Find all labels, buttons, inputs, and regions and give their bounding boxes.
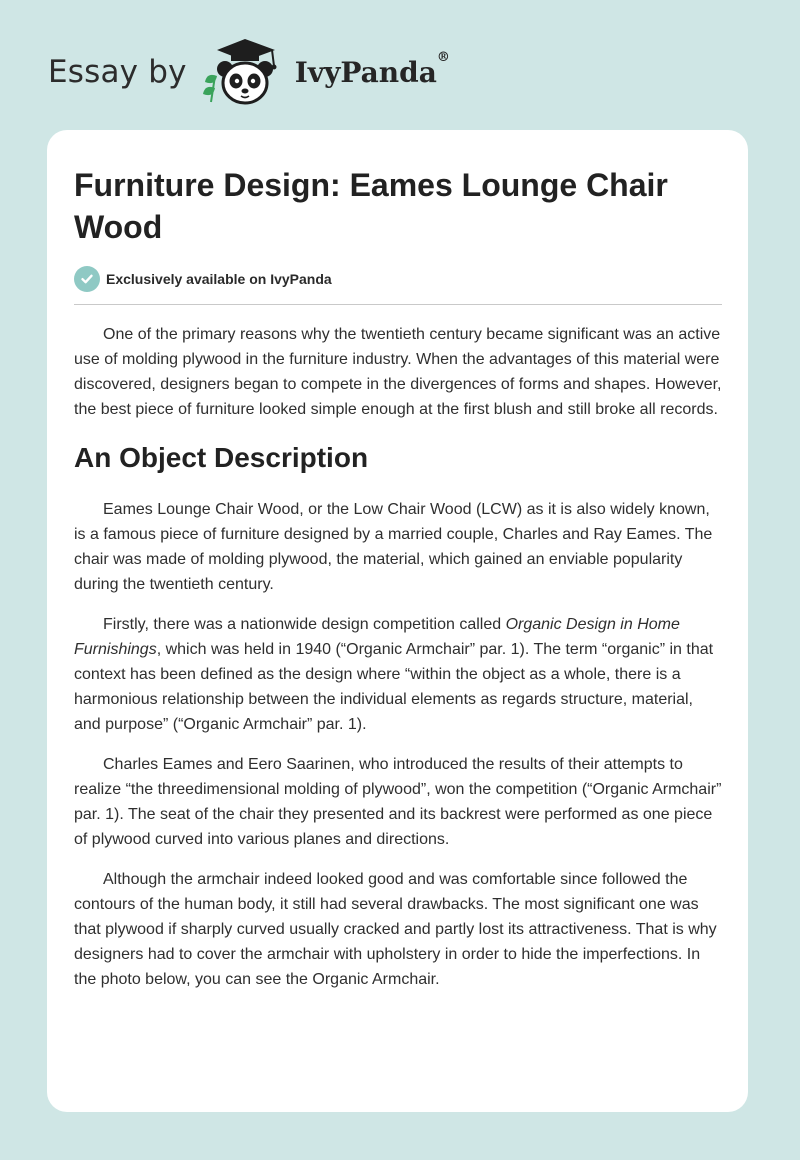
paragraph-4: Although the armchair indeed looked good and was comfortable since followed the contours of the human body, it still had several drawbacks. The most significant one was that plywood if sharply curved usually cracked and partly lost its attractiveness. That is why designers had to cover the armchair with upholstery in order to hide the imperfections. In the photo below, you can see the Organic Armchair.	[74, 871, 717, 988]
brand-prefix: Essay by	[48, 54, 187, 90]
exclusive-badge	[74, 266, 722, 292]
brand-name: IvyPanda®	[294, 49, 450, 89]
divider	[74, 304, 722, 305]
competition-name: Organic Design in Home Furnishings	[74, 616, 680, 658]
badge-text: Exclusively available on IvyPanda	[106, 271, 332, 287]
section-heading: An Object Description	[74, 442, 369, 473]
paragraph-2: Firstly, there was a nationwide design competition called Organic Design in Home Furnishings, which was held in 1940 (“Organic Armchair” par. 1). The term “organic” in that context has been defined as the design where “within the object as a whole, there is a harmonious relationship between the individual elements as regards structure, material, and purpose” (“Organic Armchair” par. 1).	[74, 616, 714, 733]
paragraph-1: Eames Lounge Chair Wood, or the Low Chair Wood (LCW) as it is also widely known, is a famous piece of furniture designed by a married couple, Charles and Ray Eames. The chair was made of molding plywood, the material, which gained an enviable popularity during the twentieth century.	[74, 501, 713, 593]
brand-header[interactable]	[48, 36, 450, 108]
article-body	[74, 322, 722, 992]
article-title: Furniture Design: Eames Lounge Chair Wood	[74, 167, 668, 245]
article-card	[47, 130, 748, 1112]
check-circle-icon	[74, 266, 100, 292]
panda-graduate-icon	[197, 36, 293, 108]
paragraph-3: Charles Eames and Eero Saarinen, who introduced the results of their attempts to realize “the threedimensional molding of plywood”, won the competition (“Organic Armchair” par. 1). The seat of the chair they presented and its backrest were performed as one piece of plywood curved into various planes and directions.	[74, 756, 722, 848]
intro-paragraph: One of the primary reasons why the twentieth century became significant was an active use of molding plywood in the furniture industry. When the advantages of this material were discovered, designers began to compete in the divergences of forms and shapes. However, the best piece of furniture looked simple enough at the first blush and still broke all records.	[74, 326, 722, 418]
